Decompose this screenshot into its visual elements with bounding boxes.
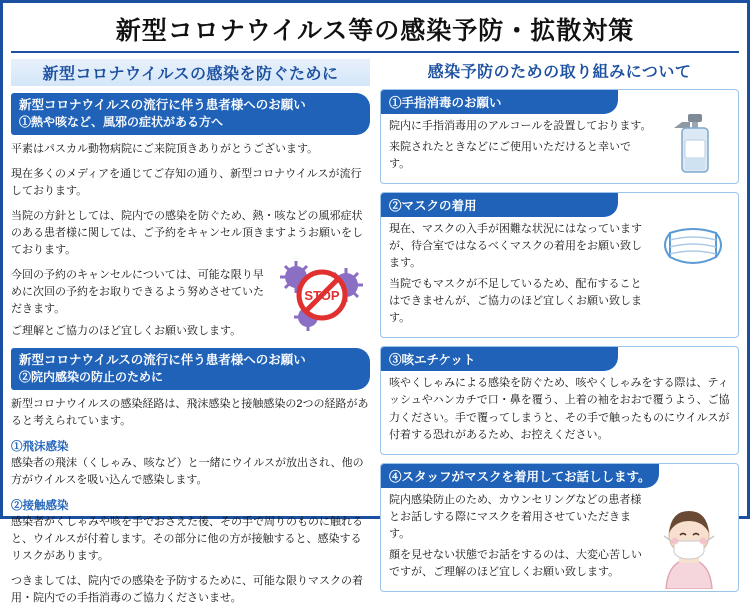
measure-card-staff-mask: [380, 463, 739, 592]
measure-card-2-bar: ②マスクの着用: [381, 193, 618, 217]
left-section-1-bar: [11, 93, 370, 135]
measure-card-cough-etiquette: [380, 346, 739, 454]
right-column: [380, 59, 739, 578]
left-s1-paragraph-4: 今回の予約のキャンセルについては、可能な限り早めに次回の予約をお取りできるよう努めさせていただきます。: [11, 268, 264, 315]
measure-card-mask: [380, 192, 739, 338]
nurse-illustration: [646, 503, 732, 589]
left-s2-item-1-text: 感染者の飛沫（くしゃみ、咳など）と一緒にウイルスが放出され、他の方がウイルスを吸い込んで感染します。: [11, 456, 364, 486]
left-column-heading: 新型コロナウイルスの感染を防ぐために: [11, 59, 370, 86]
left-section-1-bar-line2: ①熱や咳など、風邪の症状がある方へ: [19, 115, 224, 130]
measure-card-1-bar: ①手指消毒のお願い: [381, 90, 618, 114]
left-s1-paragraph-3: 当院の方針としては、院内での感染を防ぐため、熱・咳などの風邪症状のある患者様に関しては、ご予約をキャンセル頂きますようお願いをしております。: [11, 209, 363, 256]
left-section-2-bar-line1: 新型コロナウイルスの流行に伴う患者様へのお願い: [19, 352, 306, 367]
stop-virus-illustration: [274, 255, 366, 333]
page-title: 新型コロナウイルス等の感染予防・拡散対策: [11, 9, 739, 53]
left-section-1-bar-line1: 新型コロナウイルスの流行に伴う患者様へのお願い: [19, 98, 306, 112]
right-column-heading: 感染予防のための取り組みについて: [427, 64, 692, 81]
sanitizer-bottle-icon: [668, 112, 724, 174]
measure-card-4-bar: ④スタッフがマスクを着用してお話しします。: [381, 464, 659, 488]
face-mask-icon: [658, 223, 728, 271]
measure-card-3-paragraph-1: 咳やくしゃみによる感染を防ぐため、咳やくしゃみをする際は、ティッシュやハンカチで口・鼻を覆う、上着の袖をおおで覆うよう、ご協力ください。手で覆ってしまうと、その手で触ったものにウイルスが付着する恐れがあるため、お控えください。: [389, 377, 730, 441]
measure-card-hand-sanitizer: [380, 89, 739, 184]
measure-card-2-paragraph-2: 当院でもマスクが不足しているため、配布することはできませんが、ご協力のほど宜しくお願い致します。: [389, 278, 642, 325]
stop-sign-label: STOP: [304, 288, 340, 303]
measure-card-3-body: [381, 375, 738, 443]
left-s2-item-2-text: 感染者がくしゃみや咳を手でおさえた後、その手で周りのものに触れると、ウイルスが付着します。その部分に他の方が接触すると、感染するリスクがあります。: [11, 515, 363, 562]
measure-card-4-paragraph-2: 顔を見せない状態でお話をするのは、大変心苦しいですが、ご理解のほど宜しくお願い致します。: [389, 548, 642, 578]
left-section-2-bar-line2: ②院内感染の防止のために: [19, 370, 164, 385]
left-s1-paragraph-2: 現在多くのメディアを通じてご存知の通り、新型コロナウイルスが流行しております。: [11, 167, 362, 197]
left-s2-item-2-label: ②接触感染: [11, 499, 69, 512]
left-s2-closing: つきましては、院内での感染を予防するために、可能な限りマスクの着用・院内での手指消毒のご協力くださいませ。: [11, 574, 363, 604]
measure-card-4-paragraph-1: 院内感染防止のため、カウンセリングなどの患者様とお話しする際にマスクを着用させていただきます。: [389, 493, 642, 540]
left-s1-paragraph-1: 平素はパスカル動物病院にご来院頂きありがとうございます。: [11, 142, 319, 155]
left-section-2-bar: [11, 348, 370, 390]
measure-card-1-paragraph-1: 院内に手指消毒用のアルコールを設置しております。: [389, 120, 652, 132]
left-column: [11, 59, 370, 604]
measure-card-2-paragraph-1: 現在、マスクの入手が困難な状況にはなっていますが、待合室ではなるべくマスクの着用をお願い致します。: [389, 223, 642, 270]
measure-card-1-paragraph-2: 来院されたときなどにご使用いただけると幸いです。: [389, 141, 631, 171]
left-s1-paragraph-5: ご理解とご協力のほど宜しくお願い致します。: [11, 324, 242, 337]
two-column-layout: [11, 59, 739, 604]
measure-card-3-bar: ③咳エチケット: [381, 347, 618, 371]
left-s2-item-1-label: ①飛沫感染: [11, 440, 69, 453]
left-s2-intro: 新型コロナウイルスの感染経路は、飛沫感染と接触感染の2つの経路があると考えられています。: [11, 397, 369, 427]
